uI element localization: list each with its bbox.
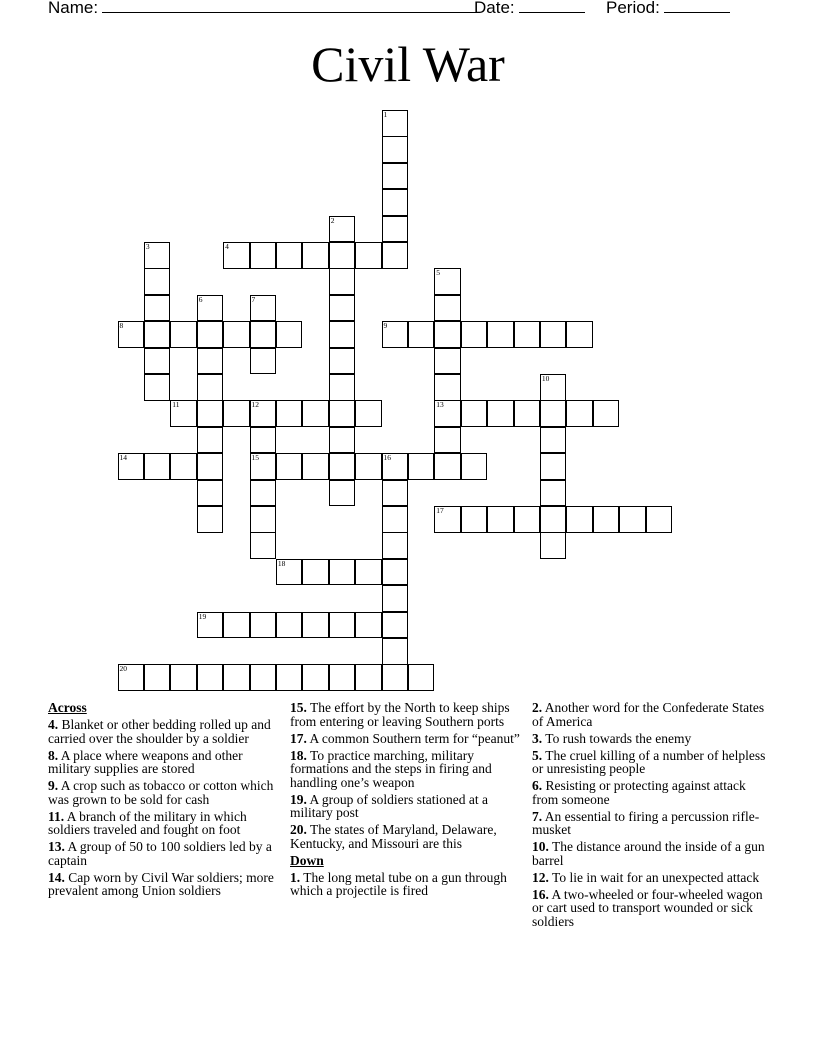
clue-number: 19: [198, 611, 207, 621]
grid-cell[interactable]: [355, 559, 382, 586]
clue-number: 12: [251, 400, 259, 410]
grid-cell[interactable]: [250, 295, 277, 322]
grid-cell[interactable]: [250, 532, 277, 559]
grid-cell[interactable]: [593, 506, 620, 533]
grid-cell[interactable]: [646, 506, 673, 533]
grid-cell[interactable]: [250, 400, 277, 427]
grid-cell[interactable]: [540, 427, 567, 454]
grid-cell[interactable]: [223, 242, 250, 269]
grid-cell[interactable]: [382, 664, 409, 691]
grid-cell[interactable]: [197, 480, 224, 507]
grid-cell[interactable]: [355, 400, 382, 427]
grid-cell[interactable]: [382, 163, 409, 190]
grid-cell[interactable]: [276, 453, 303, 480]
grid-cell[interactable]: [434, 400, 461, 427]
grid-cell[interactable]: [566, 506, 593, 533]
clue-number: 18: [277, 558, 286, 568]
grid-cell[interactable]: [170, 453, 197, 480]
grid-cell[interactable]: [329, 216, 356, 243]
grid-cell[interactable]: [302, 559, 329, 586]
grid-cell[interactable]: [276, 242, 303, 269]
grid-cell[interactable]: [487, 506, 514, 533]
grid-cell[interactable]: [118, 321, 145, 348]
grid-cell[interactable]: [170, 664, 197, 691]
grid-cell[interactable]: [329, 295, 356, 322]
clue-across-9: 9. A crop such as tobacco or cotton which was grown to be sold for cash: [48, 778, 274, 807]
across-heading: Across: [48, 700, 87, 715]
grid-cell[interactable]: [408, 664, 435, 691]
grid-cell[interactable]: [144, 242, 171, 269]
grid-cell[interactable]: [434, 427, 461, 454]
clue-number: 8: [119, 321, 124, 331]
grid-cell[interactable]: [382, 216, 409, 243]
grid-cell[interactable]: [355, 453, 382, 480]
grid-cell[interactable]: [382, 321, 409, 348]
clue-number: 10: [541, 374, 550, 383]
grid-cell[interactable]: [540, 453, 567, 480]
grid-cell[interactable]: [329, 559, 356, 586]
grid-cell[interactable]: [329, 664, 356, 691]
grid-cell[interactable]: [118, 453, 145, 480]
clue-number: 7: [251, 294, 256, 304]
grid-cell[interactable]: [197, 348, 224, 375]
period-label: Period:: [606, 0, 660, 17]
clue-number: 3: [145, 242, 150, 251]
clues-column-3: [532, 701, 768, 932]
grid-cell[interactable]: [276, 321, 303, 348]
grid-cell[interactable]: [461, 321, 488, 348]
grid-cell[interactable]: [382, 136, 409, 163]
clue-down-6: 6. Resisting or protecting against attack from someone: [532, 778, 746, 807]
date-label: Date:: [474, 0, 515, 17]
grid-cell[interactable]: [540, 480, 567, 507]
grid-cell[interactable]: [434, 453, 461, 480]
grid-cell[interactable]: [566, 400, 593, 427]
grid-cell[interactable]: [329, 242, 356, 269]
clue-number: 16: [383, 453, 391, 463]
grid-cell[interactable]: [461, 453, 488, 480]
grid-cell[interactable]: [276, 559, 303, 586]
grid-cell[interactable]: [382, 585, 409, 612]
grid-cell[interactable]: [382, 242, 409, 269]
grid-cell[interactable]: [250, 348, 277, 375]
grid-cell[interactable]: [514, 321, 541, 348]
clue-down-1: 1. The long metal tube on a gun through which a projectile is fired: [290, 869, 507, 898]
grid-cell[interactable]: [197, 453, 224, 480]
grid-cell[interactable]: [355, 664, 382, 691]
grid-cell[interactable]: [329, 321, 356, 348]
clues-column-2: [290, 701, 526, 901]
clue-number: 11: [172, 400, 180, 410]
grid-cell[interactable]: [250, 664, 277, 691]
grid-cell[interactable]: [118, 664, 145, 691]
grid-cell[interactable]: [329, 348, 356, 375]
grid-cell[interactable]: [250, 242, 277, 269]
grid-cell[interactable]: [355, 612, 382, 639]
grid-cell[interactable]: [197, 506, 224, 533]
grid-cell[interactable]: [276, 612, 303, 639]
clue-across-17: 17. A common Southern term for “peanut”: [290, 730, 520, 746]
grid-cell[interactable]: [514, 506, 541, 533]
grid-cell[interactable]: [382, 189, 409, 216]
grid-cell[interactable]: [250, 321, 277, 348]
clue-across-18: 18. To practice marching, military formations and the steps in firing and handling one’s weapon: [290, 747, 492, 790]
clue-number: 6: [198, 294, 203, 304]
clues-column-1: [48, 701, 284, 901]
grid-cell[interactable]: [276, 400, 303, 427]
grid-cell[interactable]: [250, 480, 277, 507]
grid-cell[interactable]: [329, 612, 356, 639]
clue-across-4: 4. Blanket or other bedding rolled up and carried over the shoulder by a soldier: [48, 717, 271, 746]
grid-cell[interactable]: [329, 374, 356, 401]
grid-cell[interactable]: [434, 321, 461, 348]
clue-number: 9: [383, 321, 388, 331]
grid-cell[interactable]: [302, 400, 329, 427]
grid-cell[interactable]: [197, 321, 224, 348]
grid-cell[interactable]: [434, 295, 461, 322]
grid-cell[interactable]: [144, 295, 171, 322]
grid-cell[interactable]: [302, 612, 329, 639]
clue-across-14: 14. Cap worn by Civil War soldiers; more prevalent among Union soldiers: [48, 869, 274, 898]
grid-cell[interactable]: [197, 612, 224, 639]
grid-cell[interactable]: [540, 532, 567, 559]
down-heading: Down: [290, 852, 324, 868]
grid-cell[interactable]: [170, 321, 197, 348]
clue-across-19: 19. A group of soldiers stationed at a military post: [290, 791, 488, 820]
clue-down-16: 16. A two-wheeled or four-wheeled wagon or cart used to transport wounded or sick soldiers: [532, 886, 763, 929]
grid-cell[interactable]: [329, 480, 356, 507]
clue-number: 5: [436, 268, 441, 278]
grid-cell[interactable]: [329, 268, 356, 295]
grid-cell[interactable]: [382, 506, 409, 533]
grid-cell[interactable]: [540, 321, 567, 348]
grid-cell[interactable]: [382, 480, 409, 507]
clue-across-15: 15. The effort by the North to keep ships from entering or leaving Southern ports: [290, 700, 510, 729]
grid-cell[interactable]: [382, 612, 409, 639]
grid-cell[interactable]: [566, 321, 593, 348]
clue-down-12: 12. To lie in wait for an unexpected attack: [532, 869, 760, 885]
clue-number: 15: [251, 453, 259, 463]
grid-cell[interactable]: [382, 453, 409, 480]
clue-across-13: 13. A group of 50 to 100 soldiers led by a captain: [48, 839, 272, 868]
grid-cell[interactable]: [223, 400, 250, 427]
grid-cell[interactable]: [144, 664, 171, 691]
clue-number: 17: [436, 506, 444, 515]
clue-number: 20: [119, 664, 127, 674]
grid-cell[interactable]: [382, 110, 409, 137]
grid-cell[interactable]: [619, 506, 646, 533]
grid-cell[interactable]: [197, 664, 224, 691]
grid-cell[interactable]: [250, 506, 277, 533]
grid-cell[interactable]: [197, 400, 224, 427]
page-title: Civil War: [311, 36, 505, 92]
grid-cell[interactable]: [540, 506, 567, 533]
grid-cell[interactable]: [329, 400, 356, 427]
grid-cell[interactable]: [434, 506, 461, 533]
grid-cell[interactable]: [382, 532, 409, 559]
grid-cell[interactable]: [540, 374, 567, 401]
name-label: Name:: [48, 0, 99, 17]
grid-cell[interactable]: [250, 612, 277, 639]
grid-cell[interactable]: [144, 321, 171, 348]
grid-cell[interactable]: [408, 321, 435, 348]
grid-cell[interactable]: [434, 348, 461, 375]
grid-cell[interactable]: [197, 295, 224, 322]
grid-cell[interactable]: [434, 374, 461, 401]
grid-cell[interactable]: [382, 638, 409, 665]
clue-down-2: 2. Another word for the Confederate States of America: [532, 700, 765, 729]
grid-cell[interactable]: [487, 400, 514, 427]
clue-number: 4: [225, 242, 229, 251]
grid-cell[interactable]: [144, 374, 171, 401]
grid-cell[interactable]: [250, 427, 277, 454]
grid-cell[interactable]: [250, 453, 277, 480]
clue-number: 14: [119, 453, 127, 463]
grid-cell[interactable]: [461, 506, 488, 533]
grid-cell[interactable]: [382, 559, 409, 586]
grid-cell[interactable]: [593, 400, 620, 427]
grid-cell[interactable]: [302, 242, 329, 269]
clue-across-11: 11. A branch of the military in which soldiers traveled and fought on foot: [48, 808, 247, 837]
grid-cell[interactable]: [487, 321, 514, 348]
grid-cell[interactable]: [408, 453, 435, 480]
clue-number: 1: [383, 110, 388, 119]
grid-cell[interactable]: [540, 400, 567, 427]
grid-cell[interactable]: [223, 612, 250, 639]
grid-cell[interactable]: [144, 268, 171, 295]
grid-cell[interactable]: [302, 453, 329, 480]
clue-number: 2: [330, 215, 335, 225]
clue-down-3: 3. To rush towards the enemy: [532, 730, 692, 746]
grid-cell[interactable]: [329, 427, 356, 454]
clue-down-10: 10. The distance around the inside of a gun barrel: [532, 839, 765, 868]
grid-cell[interactable]: [223, 321, 250, 348]
grid-cell[interactable]: [329, 453, 356, 480]
grid-cell[interactable]: [461, 400, 488, 427]
clue-down-7: 7. An essential to firing a percussion rifle-musket: [532, 808, 760, 837]
clue-across-8: 8. A place where weapons and other military supplies are stored: [48, 747, 243, 776]
grid-cell[interactable]: [144, 348, 171, 375]
grid-cell[interactable]: [302, 664, 329, 691]
clue-number: 13: [436, 400, 444, 410]
grid-cell[interactable]: [144, 453, 171, 480]
grid-cell[interactable]: [434, 268, 461, 295]
clue-across-20: 20. The states of Maryland, Delaware, Kentucky, and Missouri are this: [290, 822, 497, 851]
grid-cell[interactable]: [197, 427, 224, 454]
grid-cell[interactable]: [170, 400, 197, 427]
grid-cell[interactable]: [276, 664, 303, 691]
grid-cell[interactable]: [223, 664, 250, 691]
clue-down-5: 5. The cruel killing of a number of helpless or unresisting people: [532, 747, 766, 776]
grid-cell[interactable]: [355, 242, 382, 269]
grid-cell[interactable]: [514, 400, 541, 427]
grid-cell[interactable]: [197, 374, 224, 401]
